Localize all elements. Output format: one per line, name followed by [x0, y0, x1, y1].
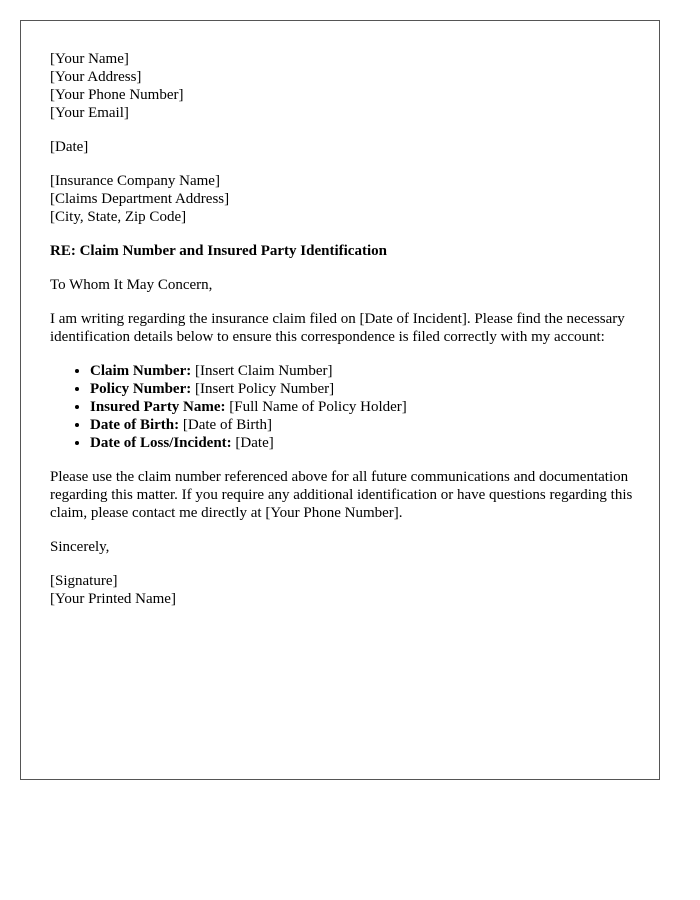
- date-block: [50, 138, 635, 156]
- detail-value: [Insert Claim Number]: [191, 363, 333, 379]
- signature: [Signature]: [50, 573, 118, 589]
- detail-label: Insured Party Name:: [90, 399, 226, 415]
- detail-value: [Date of Birth]: [179, 417, 273, 433]
- letter-body: [50, 50, 635, 624]
- recipient-company: [Insurance Company Name]: [50, 173, 220, 189]
- salutation: To Whom It May Concern,: [50, 277, 213, 293]
- detail-label: Claim Number:: [90, 363, 192, 379]
- subject-line: RE: Claim Number and Insured Party Identification: [50, 243, 387, 259]
- detail-label: Date of Birth:: [90, 417, 180, 433]
- sender-phone: [Your Phone Number]: [50, 87, 184, 103]
- sender-name: [Your Name]: [50, 51, 129, 67]
- detail-value: [Full Name of Policy Holder]: [225, 399, 407, 415]
- detail-value: [Date]: [231, 435, 274, 451]
- detail-label: Date of Loss/Incident:: [90, 435, 232, 451]
- list-item: [90, 434, 635, 452]
- list-item: [90, 398, 635, 416]
- recipient-address: [Claims Department Address]: [50, 191, 230, 207]
- closing-paragraph: Please use the claim number referenced above for all future communications and documentation regarding this matter. If you require any additional identification or have questions regarding this claim, please contact me directly at [Your Phone Number].: [50, 469, 633, 521]
- letter-page: [20, 20, 660, 780]
- list-item: [90, 416, 635, 434]
- signature-block: [50, 572, 635, 608]
- identification-details-list: [50, 362, 635, 452]
- sign-off: Sincerely,: [50, 539, 110, 555]
- list-item: [90, 380, 635, 398]
- detail-value: [Insert Policy Number]: [191, 381, 335, 397]
- printed-name: [Your Printed Name]: [50, 591, 176, 607]
- detail-label: Policy Number:: [90, 381, 192, 397]
- sender-block: [50, 50, 635, 122]
- recipient-block: [50, 172, 635, 226]
- recipient-city-state-zip: [City, State, Zip Code]: [50, 209, 187, 225]
- letter-date: [Date]: [50, 139, 89, 155]
- list-item: [90, 362, 635, 380]
- sender-email: [Your Email]: [50, 105, 129, 121]
- intro-paragraph: I am writing regarding the insurance claim filed on [Date of Incident]. Please find the necessary identification details below to ensure this correspondence is filed correctly with my account:: [50, 311, 625, 345]
- sender-address: [Your Address]: [50, 69, 142, 85]
